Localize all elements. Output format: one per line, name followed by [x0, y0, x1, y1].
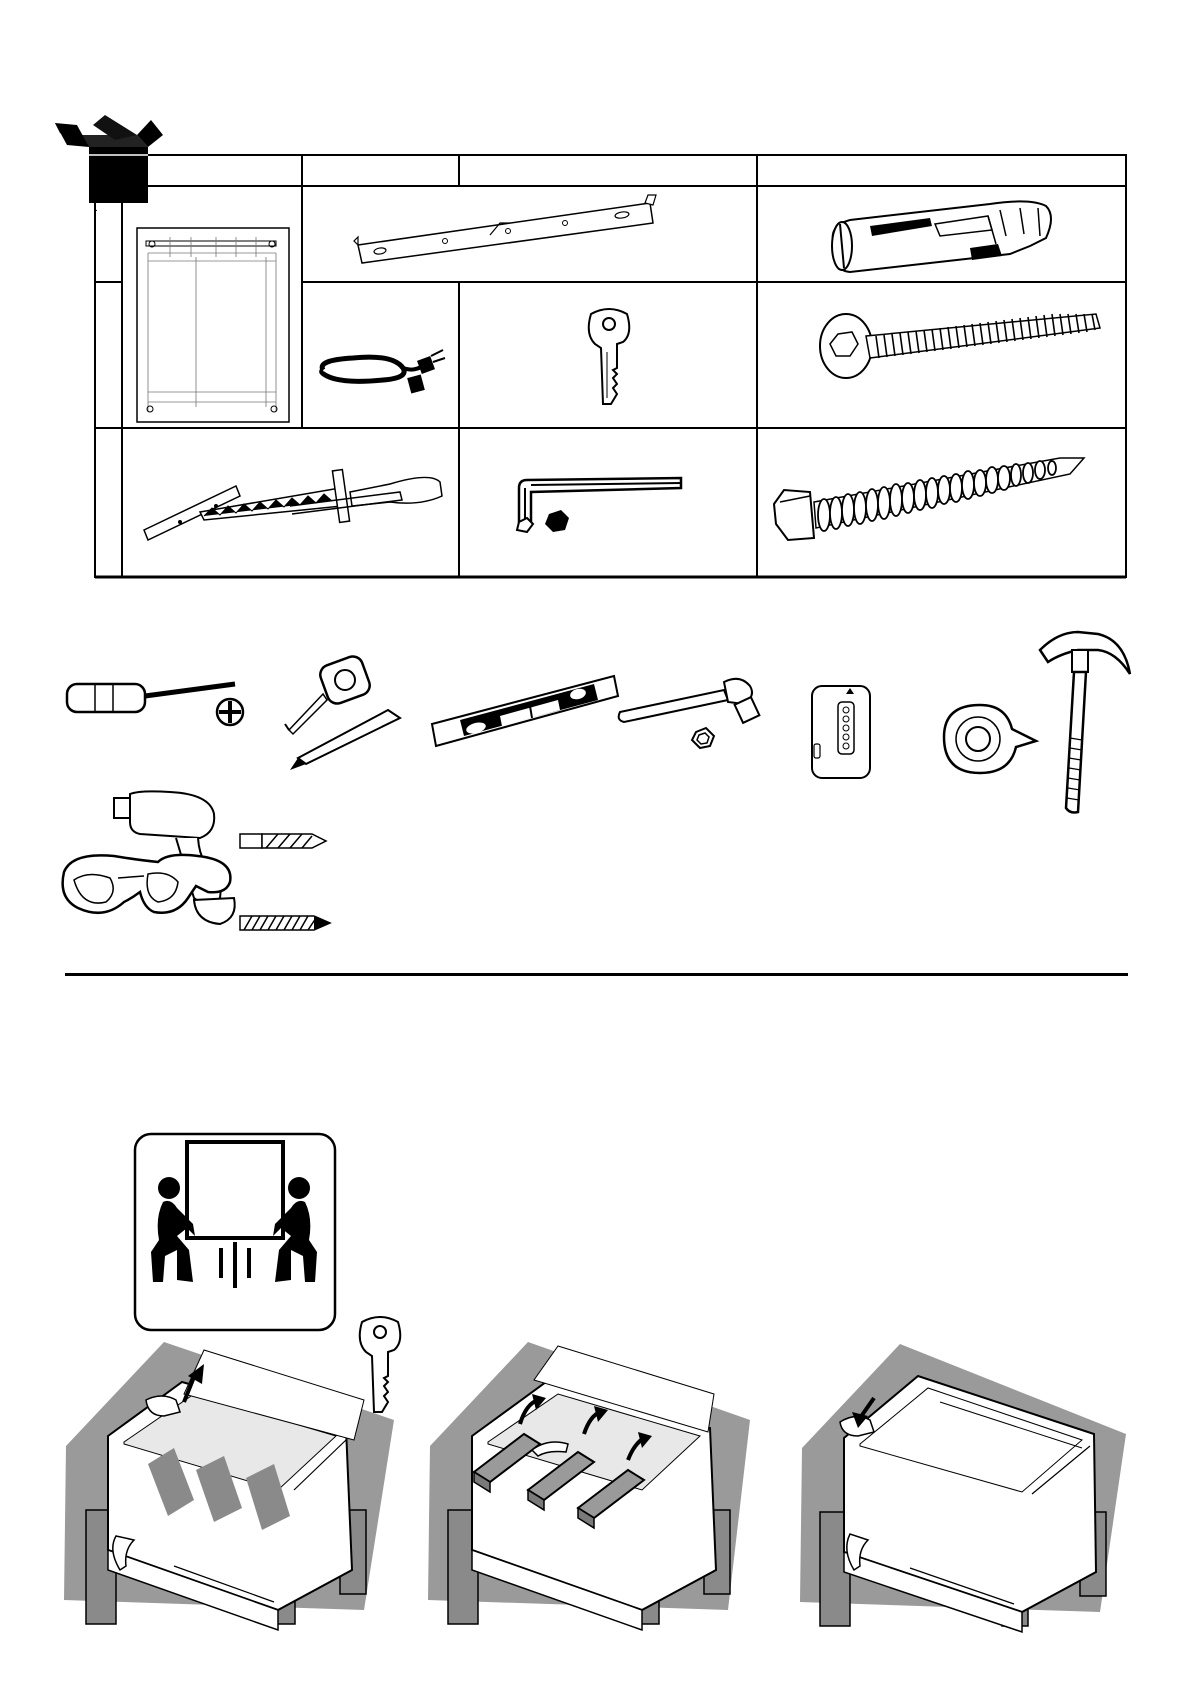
- power-cord-icon: [313, 340, 453, 400]
- lag-screw-icon: [770, 444, 1090, 559]
- step-close-lid-illustration: [800, 1342, 1130, 1626]
- two-person-lift-icon: [133, 1132, 337, 1332]
- stud-finder-icon: [808, 682, 874, 782]
- step-remove-foam-illustration: [428, 1340, 752, 1624]
- drill-bit-masonry-icon: [238, 910, 332, 936]
- wall-anchor-icon: [820, 196, 1060, 280]
- drill-bit-wood-icon: [238, 830, 328, 854]
- phillips-screwdriver-icon: [65, 670, 245, 728]
- socket-head-bolt-icon: [816, 308, 1102, 384]
- wall-bracket-icon: [350, 193, 660, 265]
- safety-glasses-icon: [58, 842, 236, 920]
- row-marker: .: [95, 203, 98, 214]
- key-icon: [583, 308, 635, 408]
- tape-roll-icon: [940, 703, 1040, 775]
- spreader-tool-icon: [140, 466, 450, 542]
- socket-wrench-icon: [614, 672, 764, 754]
- pencil-icon: [288, 708, 408, 772]
- box-icon: [55, 115, 165, 205]
- hammer-icon: [1038, 628, 1134, 818]
- mounting-template-icon: [136, 227, 290, 423]
- spirit-level-icon: [430, 672, 620, 754]
- section-divider: [65, 973, 1128, 976]
- step-open-lid-illustration: [64, 1340, 398, 1624]
- hex-key-icon: [505, 474, 685, 538]
